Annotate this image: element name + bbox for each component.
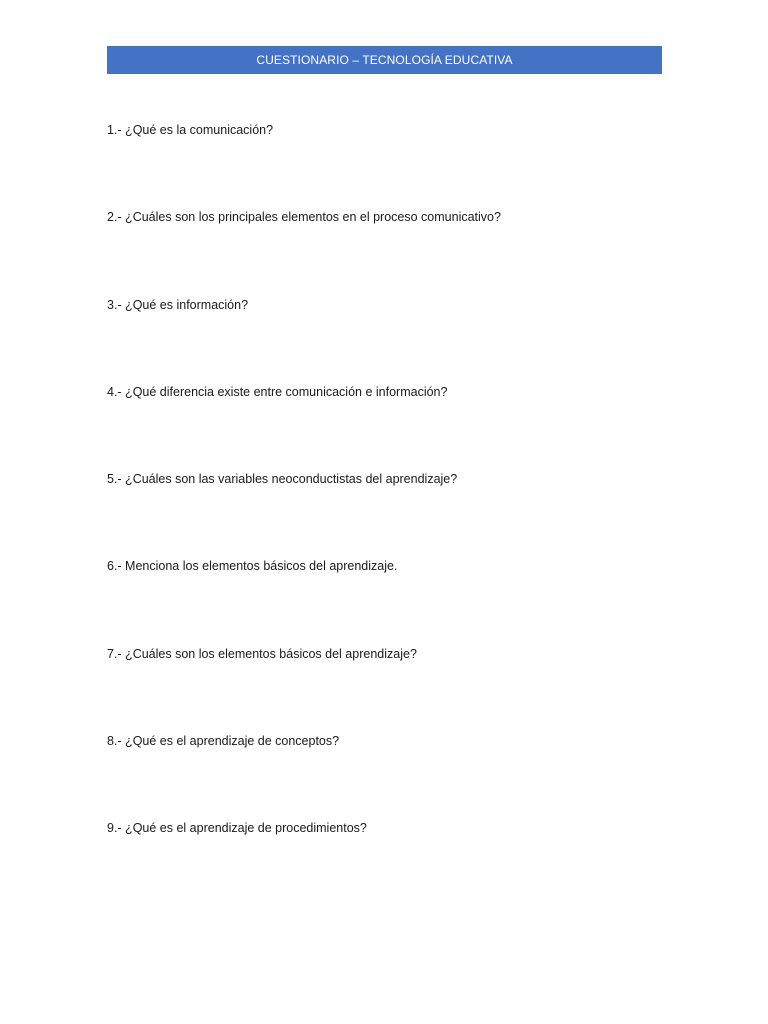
- question-6: 6.- Menciona los elementos básicos del aprendizaje.: [107, 559, 398, 573]
- question-1: 1.- ¿Qué es la comunicación?: [107, 123, 274, 137]
- document-title: CUESTIONARIO – TECNOLOGÍA EDUCATIVA: [107, 46, 662, 74]
- question-2: 2.- ¿Cuáles son los principales elementos en el proceso comunicativo?: [107, 210, 501, 224]
- question-9: 9.- ¿Qué es el aprendizaje de procedimientos?: [107, 821, 367, 835]
- question-4: 4.- ¿Qué diferencia existe entre comunicación e información?: [107, 385, 448, 399]
- question-5: 5.- ¿Cuáles son las variables neoconductistas del aprendizaje?: [107, 472, 458, 486]
- question-7: 7.- ¿Cuáles son los elementos básicos del aprendizaje?: [107, 647, 417, 661]
- question-8: 8.- ¿Qué es el aprendizaje de conceptos?: [107, 734, 340, 748]
- question-3: 3.- ¿Qué es información?: [107, 298, 249, 312]
